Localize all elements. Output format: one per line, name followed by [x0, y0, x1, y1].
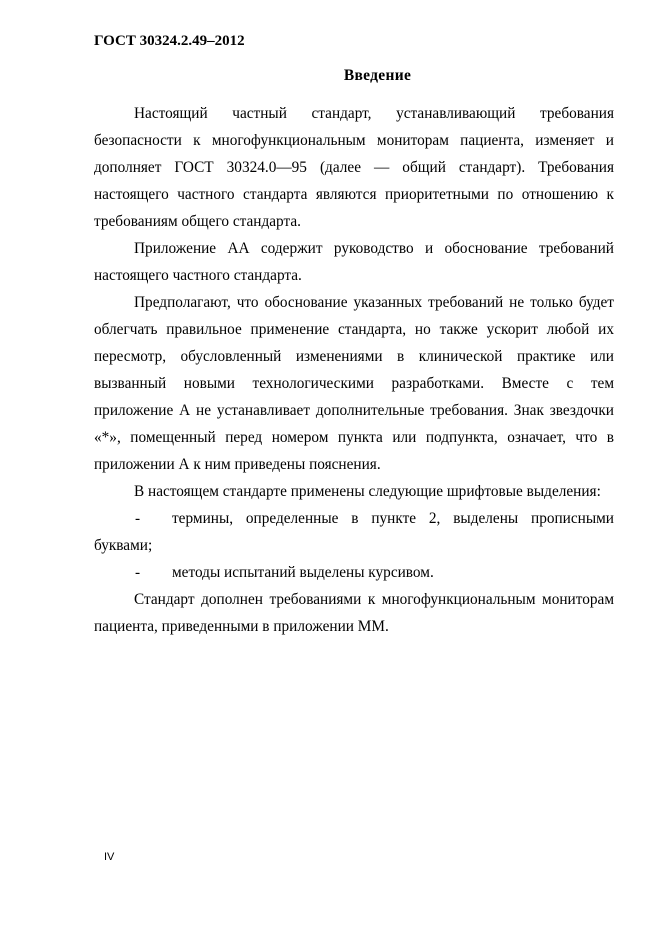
paragraph-rationale: Предполагают, что обоснование указанных требований не только будет облегчать правильное применение стандарта, но также ускорит любой их пересмотр, обусловленный изменениями в клинической практике или вызванный новыми технологическими разработками. Вместе с тем приложение А не устанавливает дополнительные требования. Знак звездочки «*», помещенный перед номером пункта или подпункта, означает, что в приложении А к ним приведены пояснения.: [94, 294, 614, 473]
list-item-methods: [94, 559, 614, 586]
page-number: IV: [104, 851, 115, 863]
paragraph-annex-aa: Приложение АА содержит руководство и обоснование требований настоящего частного стандарта.: [94, 240, 614, 284]
paragraph-typography-intro: В настоящем стандарте применены следующие шрифтовые выделения:: [134, 483, 601, 500]
list-item-terms-text: термины, определенные в пункте 2, выделены прописными буквами;: [94, 510, 614, 554]
document-code: ГОСТ 30324.2.49–2012: [94, 33, 245, 49]
list-marker: -: [135, 564, 141, 581]
paragraph-annex-mm: Стандарт дополнен требованиями к многофункциональным мониторам пациента, приведенными в приложении ММ.: [94, 591, 614, 635]
paragraph-scope: Настоящий частный стандарт, устанавливающий требования безопасности к многофункциональным мониторам пациента, изменяет и дополняет ГОСТ 30324.0—95 (далее — общий стандарт). Требования настоящего частного стандарта являются приоритетными по отношению к требованиям общего стандарта.: [94, 105, 614, 230]
list-marker: -: [135, 510, 141, 527]
section-heading: Введение: [343, 67, 412, 84]
list-item-methods-text: методы испытаний выделены курсивом.: [172, 564, 434, 581]
body-text: [94, 100, 614, 640]
list-item-terms: [94, 505, 614, 559]
